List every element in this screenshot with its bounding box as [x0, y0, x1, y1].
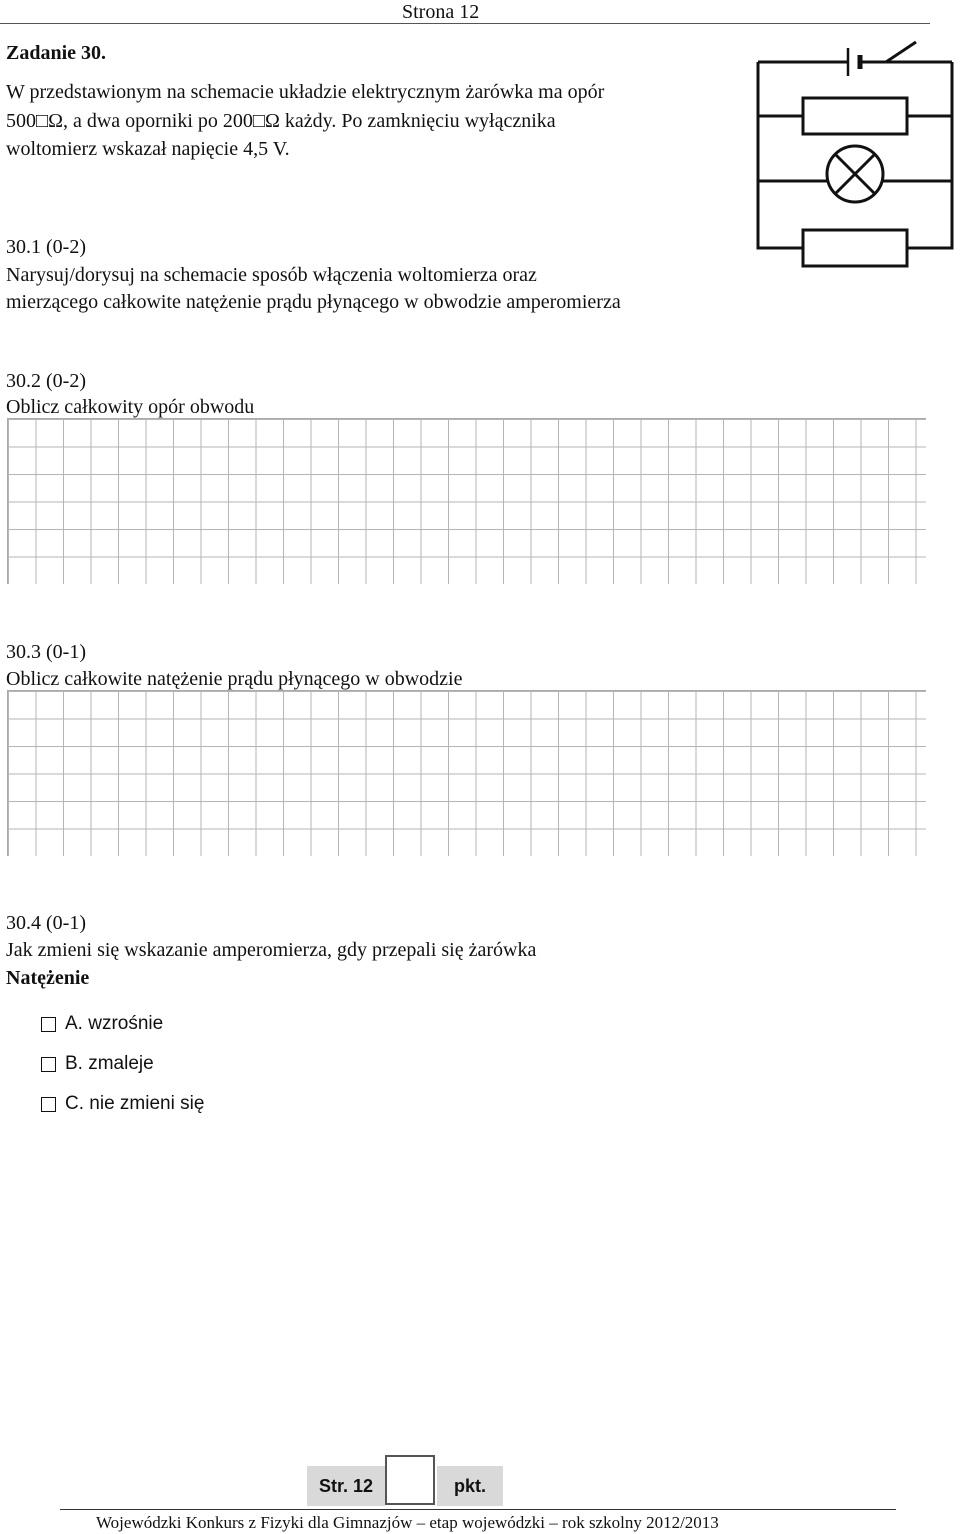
points-label-box: pkt.: [437, 1466, 503, 1506]
option-b-label: B. zmaleje: [65, 1053, 154, 1074]
intro-line-2: 500□Ω, a dwa oporniki po 200□Ω każdy. Po zamknięciu wyłącznika: [6, 110, 556, 132]
task-title: Zadanie 30.: [6, 42, 107, 64]
header-rule: [0, 23, 930, 24]
q3-text: Oblicz całkowite natężenie prądu płynącego w obwodzie: [6, 668, 463, 690]
page-label-box: Str. 12: [307, 1466, 385, 1506]
option-a-checkbox[interactable]: [41, 1017, 56, 1032]
footer-competition: Wojewódzki Konkurs z Fizyki dla Gimnazjów – etap wojewódzki – rok szkolny 2012/2013: [96, 1513, 719, 1532]
intro-line-1: W przedstawionym na schemacie układzie elektrycznym żarówka ma opór: [6, 81, 605, 103]
option-c-label: C. nie zmieni się: [65, 1093, 205, 1114]
option-c[interactable]: [41, 1092, 204, 1116]
q2-answer-grid[interactable]: [7, 418, 926, 584]
q4-number: 30.4 (0-1): [6, 912, 86, 934]
q1-line-2: mierzącego całkowite natężenie prądu płynącego w obwodzie amperomierza: [6, 291, 621, 313]
option-c-checkbox[interactable]: [41, 1097, 56, 1112]
option-a[interactable]: [41, 1012, 163, 1036]
q2-number: 30.2 (0-2): [6, 370, 86, 392]
q3-answer-grid[interactable]: [7, 690, 926, 856]
footer-rule: [60, 1509, 896, 1510]
q2-text: Oblicz całkowity opór obwodu: [6, 396, 255, 418]
q1-line-1: Narysuj/dorysuj na schemacie sposób włączenia woltomierza oraz: [6, 264, 537, 286]
intro-line-3: woltomierz wskazał napięcie 4,5 V.: [6, 138, 290, 160]
option-a-label: A. wzrośnie: [65, 1013, 164, 1034]
option-b-checkbox[interactable]: [41, 1057, 56, 1072]
q4-lead: Natężenie: [6, 967, 90, 989]
points-entry-box[interactable]: [385, 1455, 435, 1505]
option-b[interactable]: [41, 1052, 154, 1076]
q3-number: 30.3 (0-1): [6, 641, 86, 663]
circuit-diagram: [750, 38, 960, 283]
page-number: Strona 12: [402, 1, 480, 23]
q1-number: 30.1 (0-2): [6, 236, 86, 258]
q4-text: Jak zmieni się wskazanie amperomierza, gdy przepali się żarówka: [6, 939, 537, 961]
